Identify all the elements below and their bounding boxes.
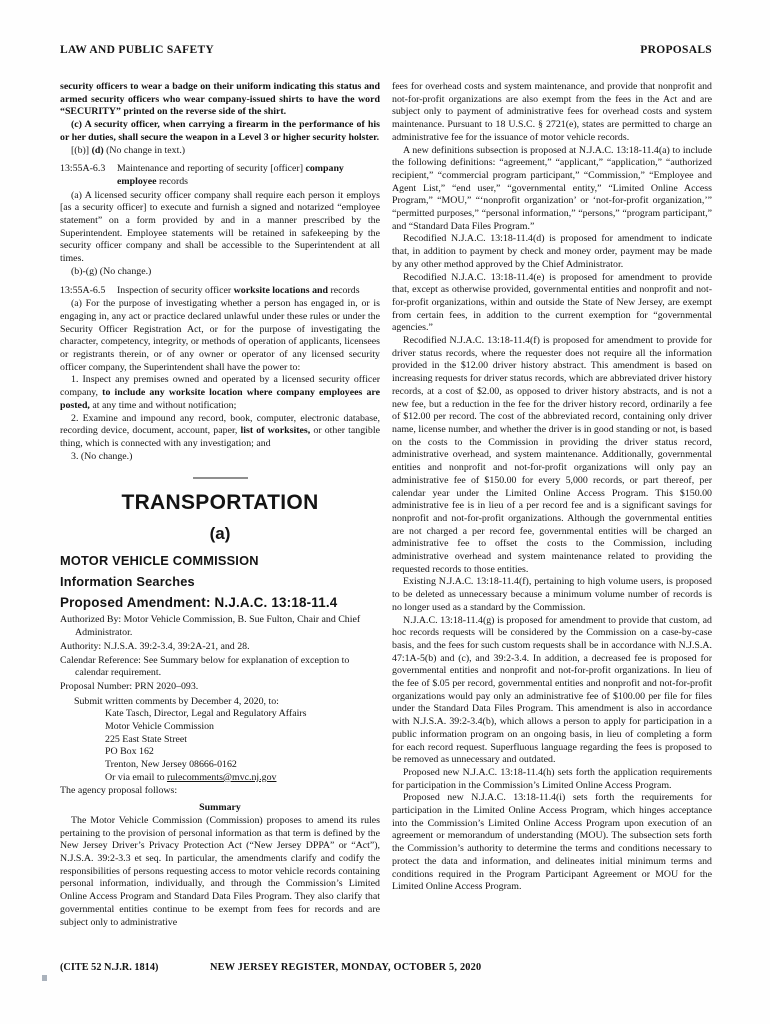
submit-instruction	[60, 696, 380, 709]
summary-paragraph	[392, 576, 712, 614]
scan-artifact	[42, 975, 47, 981]
bold-run: company employee	[117, 163, 344, 187]
footer-center: NEW JERSEY REGISTER, MONDAY, OCTOBER 5, 2020	[210, 962, 482, 973]
text-run: Proposed new N.J.A.C. 13:18-11.4(i) sets forth the requirements for participation in the Limited Online Access Program, which hinges acceptance into the Commission’s Limited Online Access Program upon execution of an agreement or memorandum of understanding (MOU). The subsection sets forth the Commission’s authority to determine the terms and conditions necessary to protect the data and information, and delineates initial minimum terms and conditions required in the Program Participant Agreement or MOU for the Limited Online Access Program.	[392, 792, 712, 893]
proposal-number	[60, 681, 380, 694]
summary-paragraph	[392, 233, 712, 271]
follows-line	[60, 785, 380, 798]
email-prefix: Or via email to	[105, 771, 167, 783]
bold-run: to include any worksite location where company employees are posted,	[60, 387, 380, 411]
subject-line: Information Searches	[60, 574, 195, 590]
amended-rule-text	[60, 119, 380, 144]
page-header	[60, 44, 712, 56]
text-run: 1. Inspect any premises owned and operated by a licensed security officer company,	[60, 374, 380, 399]
right-column	[392, 81, 712, 929]
summary-paragraph	[60, 815, 380, 929]
rule-paragraph	[60, 298, 380, 374]
text-run: (No change in text.)	[103, 144, 186, 156]
header-left: LAW AND PUBLIC SAFETY	[60, 44, 215, 56]
rule-13-55A-6.5	[60, 285, 380, 298]
address-line: Trenton, New Jersey 08666-0162	[105, 759, 237, 771]
text-run: Recodified N.J.A.C. 13:18-11.4(e) is proposed for amendment to provide that, except as otherwise provided, governmental entities and nonprofit and not-for-profit organizations, within and outside the State of New Jersey, are exempt from certain fees, in addition to the current exemption for “governmental agencies.”	[392, 271, 712, 334]
text-run: Calendar Reference: See Summary below for explanation of exception to calendar requirement.	[60, 654, 350, 679]
agency-name: MOTOR VEHICLE COMMISSION	[60, 553, 259, 569]
text-run: Inspection of security officer	[117, 284, 234, 296]
summary-heading: Summary	[199, 802, 241, 814]
rule-paragraph	[60, 413, 380, 451]
authority	[60, 641, 380, 654]
address-block	[105, 708, 380, 784]
email-link[interactable]: rulecomments@mvc.nj.gov	[166, 771, 277, 783]
change-note	[60, 266, 380, 279]
summary-paragraph	[392, 767, 712, 792]
text-run: or other tangible thing, which is connected with any investigation; and	[60, 425, 380, 449]
rule-paragraph	[60, 190, 380, 266]
text-run: Recodified N.J.A.C. 13:18-11.4(f) is proposed for amendment to provide for driver status records, where the requester does not require all the information provided in the $12.00 driver history abstract. This amendment is based on increasing requests for driver status records, which are abbreviated driver history records, at a cost of $2.00, as opposed to driver history abstracts, and is not a new fee, but a reduction in the fee for the driver history record, ordinarily a fee of $12.00 per record. The cost of the abbreviated record, containing only driver name, license number, and whether the driver is in good standing or not, is based on the costs to the Commission in providing the driver status record, administrative overhead, and system maintenance. Additionally, governmental entities and nonprofit and not-for-profit organizations will only pay an administrative fee of $150.00 for every 5,000 records, or part thereof, per calendar year under the Limited Online Access Program. This $150.00 administrative fee is in lieu of a per record fee and is a significant savings for nonprofit and not-for-profit organizations. Although the governmental entities are not charged a per record fee, governmental entities will be charged an administrative fee to offset the costs to the Commission, including administrative overhead and system maintenance related to providing the requested records to those entities.	[392, 335, 712, 575]
subsection-letter: (a)	[209, 524, 231, 544]
authorized-by	[60, 614, 380, 639]
page-body	[60, 81, 712, 929]
text-run: records	[156, 175, 189, 187]
rule-paragraph	[60, 374, 380, 412]
change-note	[60, 451, 380, 464]
text-run: Authorized By: Motor Vehicle Commission, B. Sue Fulton, Chair and Chief Administrator.	[60, 614, 361, 639]
text-run: Recodified N.J.A.C. 13:18-11.4(d) is proposed for amendment to indicate that, in addition to payment by check and money order, payment may be made by any other method approved by the Chief Administrator.	[392, 233, 712, 270]
summary-paragraph	[392, 792, 712, 894]
summary-paragraph	[392, 145, 712, 234]
text-run: (a) A licensed security officer company shall require each person it employs [as a security officer] to execute and furnish a signed and notarized “employee statement” on a form provided by and in a manner prescribed by the Superintendent. Employee statements will be retained in safekeeping by the security officer company and shall be accessible to the Superintendent at all times.	[60, 189, 380, 265]
text-run: 2. Examine and impound any record, book, computer, electronic database, recording device, document, account, paper,	[60, 412, 380, 437]
bold-run: (d)	[91, 144, 104, 156]
section-divider	[193, 477, 248, 479]
summary-paragraph	[392, 81, 712, 145]
summary-paragraph	[392, 615, 712, 767]
text-run: records	[328, 284, 360, 296]
text-run: (b)-(g) (No change.)	[71, 265, 152, 277]
bold-run: list of worksites,	[240, 425, 311, 437]
address-line: Kate Tasch, Director, Legal and Regulatory Affairs	[105, 708, 307, 720]
bold-run: worksite locations and	[233, 284, 329, 296]
left-column	[60, 81, 380, 929]
text-run: Maintenance and reporting of security [officer]	[117, 163, 306, 175]
action-line: Proposed Amendment: N.J.A.C. 13:18-11.4	[60, 595, 338, 611]
text-run: The Motor Vehicle Commission (Commission) proposes to amend its rules pertaining to the provision of personal information as that term is defined by the New Jersey Driver’s Privacy Protection Act (“New Jersey DPPA” or “Act”), N.J.S.A. 39:2-3.3 et seq. In particular, the amendments clarify and codify the responsibilities of persons requesting access to motor vehicle records containing personal information, individually, and through the Commission’s Limited Online Access Program and Standard Data Files Program. They also clarify that governmental entities continue to be exempt from fees for records and are subject only to administrative	[60, 814, 380, 928]
summary-paragraph	[392, 335, 712, 576]
change-note	[60, 145, 380, 158]
text-run: N.J.A.C. 13:18-11.4(g) is proposed for amendment to provide that custom, ad hoc records requests will be considered by the Commission on a case-by-case basis, and the fees for such custom requests shall be in accordance with N.J.S.A. 47:1A-5(b) and (c), and 39:2-3.4. In addition, a decreased fee is proposed for governmental entities and nonprofit and not-for-profit organizations. In lieu of the fee of $.05 per record, governmental entities and nonprofit and not-for-profit organizations would pay only an administrative fee of $100.00 per file for files under the Standard Data Files Program. This amendment is also in accordance with N.J.S.A. 39:2-3.4(b), which allows a person to apply for participation in a public information program on an ongoing basis, in lieu of completing a form for each record request. Superfluous language regarding the fees is proposed to be removed as unnecessary and outdated.	[392, 614, 712, 766]
text-run: Existing N.J.A.C. 13:18-11.4(f), pertaining to high volume users, is proposed to be deleted as unnecessary because a minimum volume number of records is no longer used as a standard by the Commission.	[392, 576, 712, 613]
text-run: The agency proposal follows:	[60, 784, 178, 796]
calendar-reference	[60, 655, 380, 680]
amended-rule-text	[60, 81, 380, 119]
text-run: at any time and without notification;	[89, 399, 237, 411]
rule-title	[117, 285, 380, 298]
text-run: [(b)]	[71, 144, 92, 156]
transportation-heading: TRANSPORTATION	[121, 491, 319, 515]
rule-title	[117, 163, 380, 188]
header-right: PROPOSALS	[640, 44, 712, 56]
footer-cite: (CITE 52 N.J.R. 1814)	[60, 962, 159, 973]
text-run: 3. (No change.)	[71, 450, 133, 462]
text-run: Authority: N.J.S.A. 39:2-3.4, 39:2A-21, and 28.	[60, 640, 250, 652]
address-line: PO Box 162	[105, 746, 154, 758]
text-run: A new definitions subsection is proposed at N.J.A.C. 13:18-11.4(a) to include the following definitions: “agreement,” “applicant,” “application,” “authorized recipient,” “commercial program participant,” “Commission,” “Employee and Agent List,” “end user,” “governmental entity,” “Limited Online Access Program,” “MOU,” “‘nonprofit organization’ or ‘not-for-profit organization,’” “permitted purposes,” “personal information,” “persons,” “program participant,” and “Standard Data Files Program.”	[392, 144, 712, 232]
text-run: security officers to wear a badge on their uniform indicating this status and armed security officers who wear company-issued shirts to have the word “SECURITY” printed on the reverse side of the shirt.	[60, 81, 380, 118]
text-run: Proposed new N.J.A.C. 13:18-11.4(h) sets forth the application requirements for participation in the Commission’s Limited Online Access Program.	[392, 766, 712, 791]
rule-13-55A-6.3	[60, 163, 380, 188]
text-run: Submit written comments by December 4, 2020, to:	[74, 695, 279, 707]
text-run: fees for overhead costs and system maintenance, and provide that nonprofit and not-for-profit organizations are also exempt from the fees in the Act and are subject only to payment of administrative fees for overhead costs and system maintenance. Pursuant to 18 U.S.C. § 2721(e), states are permitted to charge an administrative fee for the issuance of motor vehicle records.	[392, 81, 712, 143]
address-line: 225 East State Street	[105, 733, 187, 745]
email-line	[105, 772, 380, 785]
address-line: Motor Vehicle Commission	[105, 721, 214, 733]
text-run: (a) For the purpose of investigating whether a person has engaged in, or is engaging in, any act or practice declared unlawful under these rules or under the Security Officer Registration Act, or for the purpose of investigating the character, competency, integrity, or methods of operation of applicants, licensees or registrants therein, or of any owner or operator of any licensed security officer company, the Superintendent shall have the power to:	[60, 298, 380, 373]
text-run: Proposal Number: PRN 2020–093.	[60, 680, 199, 692]
rule-number: 13:55A-6.3	[60, 163, 106, 175]
text-run: (c) A security officer, when carrying a firearm in the performance of his or her duties, shall secure the weapon in a Level 3 or higher security holster.	[60, 119, 380, 143]
summary-paragraph	[392, 272, 712, 336]
rule-number: 13:55A-6.5	[60, 284, 106, 296]
